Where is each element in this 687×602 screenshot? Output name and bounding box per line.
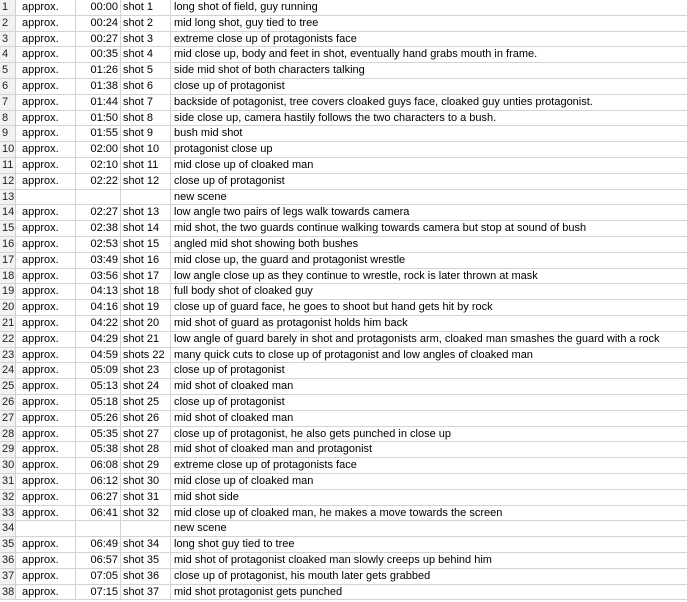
table-row bbox=[0, 585, 687, 601]
cell-shot[interactable]: shot 4 bbox=[121, 47, 171, 62]
table-row bbox=[0, 363, 687, 379]
cell-approx[interactable]: approx. bbox=[17, 395, 76, 410]
cell-approx[interactable]: approx. bbox=[17, 411, 76, 426]
cell-approx[interactable]: approx. bbox=[17, 269, 76, 284]
table-row bbox=[0, 221, 687, 237]
cell-approx[interactable]: approx. bbox=[17, 205, 76, 220]
cell-description[interactable]: new scene bbox=[174, 190, 227, 203]
cell-description[interactable]: close up of protagonist bbox=[174, 364, 285, 377]
cell-approx[interactable]: approx. bbox=[17, 63, 76, 78]
cell-timestamp[interactable]: 04:13 bbox=[76, 284, 121, 299]
table-row bbox=[0, 111, 687, 127]
cell-timestamp[interactable]: 05:35 bbox=[76, 427, 121, 442]
cell-description[interactable]: close up of protagonist, he also gets punched in close up bbox=[174, 427, 452, 440]
cell-approx[interactable]: approx. bbox=[17, 316, 76, 331]
cell-shot[interactable]: shot 18 bbox=[121, 284, 171, 299]
table-row bbox=[0, 253, 687, 269]
cell-shot[interactable]: shot 5 bbox=[121, 63, 171, 78]
row-number[interactable]: 25 bbox=[2, 380, 15, 393]
cell-approx[interactable]: approx. bbox=[17, 379, 76, 394]
cell-description[interactable]: mid close up, body and feet in shot, eventually hand grabs mouth in frame. bbox=[174, 48, 538, 61]
cell-description[interactable]: low angle close up as they continue to wrestle, rock is later thrown at mask bbox=[174, 269, 538, 282]
cell-description[interactable]: mid shot of protagonist cloaked man slowly creeps up behind him bbox=[174, 554, 492, 566]
cell-approx[interactable]: approx. bbox=[17, 553, 76, 568]
cell-timestamp[interactable]: 05:09 bbox=[76, 363, 121, 378]
row-number[interactable]: 5 bbox=[0, 63, 16, 78]
cell-shot[interactable]: shot 17 bbox=[121, 269, 171, 284]
cell-description[interactable]: close up of protagonist bbox=[174, 80, 285, 92]
row-number[interactable]: 33 bbox=[2, 506, 15, 519]
cell-shot[interactable]: shot 10 bbox=[121, 142, 171, 157]
cell-timestamp[interactable]: 02:00 bbox=[76, 142, 121, 157]
cell-timestamp[interactable]: 07:05 bbox=[76, 569, 121, 584]
table-row bbox=[0, 237, 687, 253]
table-row bbox=[0, 47, 687, 63]
cell-approx[interactable] bbox=[17, 190, 76, 205]
cell-description[interactable]: mid shot protagonist gets punched bbox=[174, 585, 343, 598]
cell-timestamp[interactable]: 01:50 bbox=[76, 111, 121, 126]
cell-description[interactable]: mid shot of cloaked man bbox=[174, 411, 294, 424]
row-number[interactable]: 16 bbox=[2, 238, 15, 250]
cell-description[interactable]: mid shot of cloaked man bbox=[174, 380, 294, 393]
cell-timestamp[interactable]: 02:38 bbox=[76, 221, 121, 236]
cell-shot[interactable]: shot 20 bbox=[121, 316, 171, 331]
cell-approx[interactable]: approx. bbox=[17, 111, 76, 126]
cell-description[interactable]: bush mid shot bbox=[174, 127, 243, 140]
cell-timestamp[interactable]: 06:27 bbox=[76, 490, 121, 505]
cell-shot[interactable]: shot 8 bbox=[121, 111, 171, 126]
row-number[interactable]: 27 bbox=[2, 411, 15, 424]
row-number[interactable]: 19 bbox=[2, 285, 15, 298]
table-row bbox=[0, 205, 687, 221]
row-number[interactable]: 2 bbox=[0, 16, 16, 31]
cell-description[interactable]: mid shot side bbox=[174, 490, 239, 503]
cell-shot[interactable]: shot 15 bbox=[121, 237, 171, 252]
table-row bbox=[0, 0, 687, 16]
cell-timestamp[interactable]: 06:49 bbox=[76, 537, 121, 552]
cell-timestamp[interactable]: 03:49 bbox=[76, 253, 121, 268]
cell-shot[interactable]: shot 11 bbox=[121, 158, 171, 173]
row-number[interactable]: 23 bbox=[2, 348, 15, 361]
cell-approx[interactable]: approx. bbox=[17, 585, 76, 600]
cell-shot[interactable]: shots 22 bbox=[121, 348, 171, 363]
cell-approx[interactable]: approx. bbox=[17, 284, 76, 299]
cell-timestamp[interactable]: 07:15 bbox=[76, 585, 121, 600]
cell-timestamp[interactable]: 06:41 bbox=[76, 506, 121, 521]
cell-shot[interactable]: shot 29 bbox=[121, 458, 171, 473]
cell-description[interactable]: long shot of field, guy running bbox=[174, 1, 318, 13]
cell-description[interactable]: side mid shot of both characters talking bbox=[174, 64, 365, 77]
cell-description[interactable]: mid close up of cloaked man bbox=[174, 159, 314, 171]
cell-timestamp[interactable]: 06:57 bbox=[76, 553, 121, 568]
cell-approx[interactable]: approx. bbox=[17, 442, 76, 457]
row-number[interactable]: 15 bbox=[2, 222, 15, 235]
row-number[interactable]: 36 bbox=[2, 554, 15, 566]
cell-shot[interactable]: shot 12 bbox=[121, 174, 171, 189]
cell-approx[interactable]: approx. bbox=[17, 490, 76, 505]
table-row bbox=[0, 411, 687, 427]
cell-approx[interactable]: approx. bbox=[17, 253, 76, 268]
cell-timestamp[interactable] bbox=[76, 521, 121, 536]
cell-timestamp[interactable]: 02:10 bbox=[76, 158, 121, 173]
cell-approx[interactable]: approx. bbox=[17, 95, 76, 110]
row-number[interactable]: 10 bbox=[2, 143, 15, 156]
table-row bbox=[0, 316, 687, 332]
table-row bbox=[0, 553, 687, 569]
row-number[interactable]: 24 bbox=[2, 364, 15, 377]
cell-approx[interactable] bbox=[17, 521, 76, 536]
row-number[interactable]: 37 bbox=[2, 569, 15, 582]
cell-approx[interactable]: approx. bbox=[17, 32, 76, 47]
cell-shot[interactable]: shot 24 bbox=[121, 379, 171, 394]
table-row bbox=[0, 442, 687, 458]
cell-description[interactable]: close up of protagonist, his mouth later gets grabbed bbox=[174, 569, 431, 582]
row-number[interactable]: 9 bbox=[0, 126, 16, 141]
cell-description[interactable]: close up of guard face, he goes to shoot but hand gets hit by rock bbox=[174, 301, 493, 314]
cell-approx[interactable]: approx. bbox=[17, 237, 76, 252]
cell-description[interactable]: side close up, camera hastily follows the two characters to a bush. bbox=[174, 111, 497, 124]
table-row bbox=[0, 269, 687, 285]
row-number[interactable]: 17 bbox=[2, 253, 15, 266]
cell-description[interactable]: low angle of guard barely in shot and protagonists arm, cloaked man smashes the guard with a rock bbox=[174, 332, 660, 345]
cell-description[interactable]: mid shot of cloaked man and protagonist bbox=[174, 443, 373, 456]
cell-approx[interactable]: approx. bbox=[17, 158, 76, 173]
cell-description[interactable]: new scene bbox=[174, 522, 227, 535]
cell-shot[interactable]: shot 6 bbox=[121, 79, 171, 94]
row-number[interactable]: 1 bbox=[0, 0, 16, 15]
cell-description[interactable]: mid close up of cloaked man bbox=[174, 475, 314, 487]
cell-shot[interactable]: shot 32 bbox=[121, 506, 171, 521]
cell-shot[interactable]: shot 7 bbox=[121, 95, 171, 110]
table-row bbox=[0, 348, 687, 364]
cell-timestamp[interactable]: 06:12 bbox=[76, 474, 121, 489]
table-row bbox=[0, 569, 687, 585]
row-number[interactable]: 38 bbox=[2, 585, 15, 598]
cell-description[interactable]: protagonist close up bbox=[174, 143, 273, 156]
cell-approx[interactable]: approx. bbox=[17, 221, 76, 236]
row-number[interactable]: 7 bbox=[0, 95, 16, 110]
cell-shot[interactable]: shot 21 bbox=[121, 332, 171, 347]
cell-shot[interactable]: shot 37 bbox=[121, 585, 171, 600]
table-row bbox=[0, 32, 687, 48]
cell-description[interactable]: extreme close up of protagonists face bbox=[174, 32, 357, 45]
cell-approx[interactable]: approx. bbox=[17, 474, 76, 489]
table-row bbox=[0, 63, 687, 79]
cell-shot[interactable]: shot 26 bbox=[121, 411, 171, 426]
cell-timestamp[interactable]: 02:27 bbox=[76, 205, 121, 220]
cell-timestamp[interactable]: 04:59 bbox=[76, 348, 121, 363]
row-number[interactable]: 26 bbox=[2, 396, 15, 408]
cell-description[interactable]: close up of protagonist bbox=[174, 174, 285, 187]
cell-timestamp[interactable]: 02:53 bbox=[76, 237, 121, 252]
cell-shot[interactable]: shot 31 bbox=[121, 490, 171, 505]
cell-shot[interactable] bbox=[121, 190, 171, 205]
cell-timestamp[interactable]: 04:22 bbox=[76, 316, 121, 331]
row-number[interactable]: 30 bbox=[2, 459, 15, 472]
row-number[interactable]: 22 bbox=[2, 332, 15, 345]
cell-timestamp[interactable]: 00:27 bbox=[76, 32, 121, 47]
cell-timestamp[interactable]: 05:18 bbox=[76, 395, 121, 410]
table-row bbox=[0, 379, 687, 395]
cell-description[interactable]: full body shot of cloaked guy bbox=[174, 285, 313, 298]
table-row bbox=[0, 174, 687, 190]
cell-shot[interactable]: shot 2 bbox=[121, 16, 171, 31]
table-row bbox=[0, 300, 687, 316]
cell-timestamp[interactable] bbox=[76, 190, 121, 205]
table-row bbox=[0, 190, 687, 206]
table-row bbox=[0, 158, 687, 174]
cell-shot[interactable]: shot 25 bbox=[121, 395, 171, 410]
cell-approx[interactable]: approx. bbox=[17, 506, 76, 521]
cell-description[interactable]: backside of potagonist, tree covers cloaked guys face, cloaked guy unties protagonist. bbox=[174, 95, 593, 108]
cell-approx[interactable]: approx. bbox=[17, 47, 76, 62]
cell-approx[interactable]: approx. bbox=[17, 332, 76, 347]
cell-timestamp[interactable]: 00:00 bbox=[76, 0, 121, 15]
row-number[interactable]: 12 bbox=[2, 174, 15, 187]
cell-description[interactable]: mid close up, the guard and protagonist wrestle bbox=[174, 253, 406, 266]
cell-shot[interactable]: shot 30 bbox=[121, 474, 171, 489]
row-number[interactable]: 6 bbox=[0, 79, 16, 94]
cell-approx[interactable]: approx. bbox=[17, 0, 76, 15]
table-row bbox=[0, 395, 687, 411]
table-row bbox=[0, 126, 687, 142]
row-number[interactable]: 3 bbox=[0, 32, 16, 47]
cell-timestamp[interactable]: 04:16 bbox=[76, 300, 121, 315]
cell-description[interactable]: many quick cuts to close up of protagonist and low angles of cloaked man bbox=[174, 348, 533, 361]
row-number[interactable]: 11 bbox=[0, 158, 16, 173]
cell-timestamp[interactable]: 02:22 bbox=[76, 174, 121, 189]
cell-shot[interactable]: shot 35 bbox=[121, 553, 171, 568]
table-row bbox=[0, 427, 687, 443]
cell-timestamp[interactable]: 05:38 bbox=[76, 442, 121, 457]
table-row bbox=[0, 490, 687, 506]
cell-timestamp[interactable]: 01:55 bbox=[76, 126, 121, 141]
table-row bbox=[0, 506, 687, 522]
cell-description[interactable]: angled mid shot showing both bushes bbox=[174, 238, 359, 250]
cell-shot[interactable]: shot 34 bbox=[121, 537, 171, 552]
row-number[interactable]: 20 bbox=[2, 301, 15, 314]
cell-description[interactable]: mid close up of cloaked man, he makes a move towards the screen bbox=[174, 506, 503, 519]
cell-timestamp[interactable]: 05:13 bbox=[76, 379, 121, 394]
cell-description[interactable]: mid shot of guard as protagonist holds him back bbox=[174, 317, 408, 329]
cell-approx[interactable]: approx. bbox=[17, 348, 76, 363]
row-number[interactable]: 29 bbox=[2, 443, 15, 456]
cell-timestamp[interactable]: 06:08 bbox=[76, 458, 121, 473]
cell-description[interactable]: mid shot, the two guards continue walking towards camera but stop at sound of bush bbox=[174, 222, 587, 235]
cell-shot[interactable]: shot 36 bbox=[121, 569, 171, 584]
cell-approx[interactable]: approx. bbox=[17, 363, 76, 378]
row-number[interactable]: 14 bbox=[2, 206, 15, 219]
row-number[interactable]: 8 bbox=[0, 111, 16, 126]
cell-approx[interactable]: approx. bbox=[17, 142, 76, 157]
cell-approx[interactable]: approx. bbox=[17, 174, 76, 189]
row-number[interactable]: 4 bbox=[0, 47, 16, 62]
row-number[interactable]: 35 bbox=[2, 538, 15, 551]
cell-shot[interactable]: shot 3 bbox=[121, 32, 171, 47]
cell-timestamp[interactable]: 01:44 bbox=[76, 95, 121, 110]
cell-approx[interactable]: approx. bbox=[17, 427, 76, 442]
table-row bbox=[0, 521, 687, 537]
cell-shot[interactable]: shot 28 bbox=[121, 442, 171, 457]
table-row bbox=[0, 332, 687, 348]
table-row bbox=[0, 474, 687, 490]
cell-timestamp[interactable]: 05:26 bbox=[76, 411, 121, 426]
cell-timestamp[interactable]: 04:29 bbox=[76, 332, 121, 347]
cell-description[interactable]: extreme close up of protagonists face bbox=[174, 459, 357, 472]
table-row bbox=[0, 537, 687, 553]
cell-shot[interactable]: shot 13 bbox=[121, 205, 171, 220]
cell-shot[interactable]: shot 1 bbox=[121, 0, 171, 15]
cell-timestamp[interactable]: 00:35 bbox=[76, 47, 121, 62]
cell-shot[interactable]: shot 14 bbox=[121, 221, 171, 236]
row-number[interactable]: 18 bbox=[2, 269, 15, 282]
cell-description[interactable]: mid long shot, guy tied to tree bbox=[174, 16, 319, 29]
row-number[interactable]: 13 bbox=[2, 190, 15, 203]
cell-shot[interactable]: shot 23 bbox=[121, 363, 171, 378]
cell-description[interactable]: long shot guy tied to tree bbox=[174, 538, 295, 551]
cell-shot[interactable]: shot 19 bbox=[121, 300, 171, 315]
cell-timestamp[interactable]: 00:24 bbox=[76, 16, 121, 31]
row-number[interactable]: 31 bbox=[2, 475, 15, 487]
table-row bbox=[0, 284, 687, 300]
cell-approx[interactable]: approx. bbox=[17, 537, 76, 552]
row-number[interactable]: 34 bbox=[2, 522, 15, 535]
cell-description[interactable]: low angle two pairs of legs walk towards camera bbox=[174, 206, 410, 219]
cell-approx[interactable]: approx. bbox=[17, 300, 76, 315]
cell-description[interactable]: close up of protagonist bbox=[174, 396, 285, 408]
cell-approx[interactable]: approx. bbox=[17, 16, 76, 31]
cell-timestamp[interactable]: 01:26 bbox=[76, 63, 121, 78]
row-number[interactable]: 28 bbox=[2, 427, 15, 440]
cell-timestamp[interactable]: 03:56 bbox=[76, 269, 121, 284]
row-number[interactable]: 21 bbox=[2, 317, 15, 329]
cell-shot[interactable] bbox=[121, 521, 171, 536]
cell-timestamp[interactable]: 01:38 bbox=[76, 79, 121, 94]
table-row bbox=[0, 79, 687, 95]
cell-approx[interactable]: approx. bbox=[17, 79, 76, 94]
cell-shot[interactable]: shot 9 bbox=[121, 126, 171, 141]
cell-shot[interactable]: shot 27 bbox=[121, 427, 171, 442]
row-number[interactable]: 32 bbox=[2, 490, 15, 503]
table-row bbox=[0, 16, 687, 32]
table-row bbox=[0, 142, 687, 158]
cell-approx[interactable]: approx. bbox=[17, 458, 76, 473]
cell-approx[interactable]: approx. bbox=[17, 126, 76, 141]
table-row bbox=[0, 458, 687, 474]
cell-shot[interactable]: shot 16 bbox=[121, 253, 171, 268]
table-row bbox=[0, 95, 687, 111]
cell-approx[interactable]: approx. bbox=[17, 569, 76, 584]
